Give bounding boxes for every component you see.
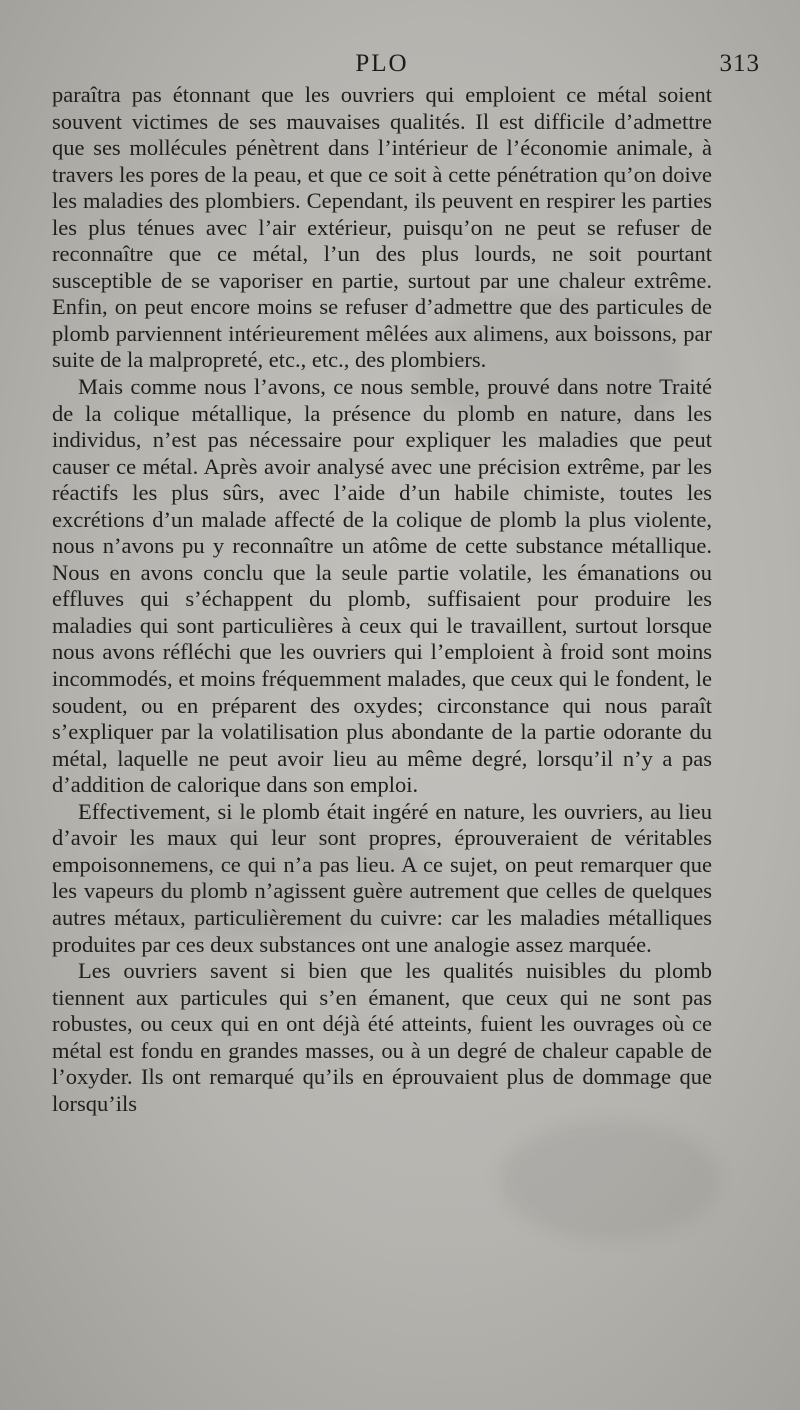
page-header [52,50,760,84]
paper-stain [500,1120,720,1240]
paragraph-continuation: paraîtra pas étonnant que les ouvriers qui emploient ce métal soient souvent victimes de ses mauvaises qualités. Il est difficile d’admettre que ses mollécules pénètrent dans l’intérieur de l’économie animale, à travers les pores de la peau, et que ce soit à cette pénétration qu’on doive les maladies des plombiers. Cependant, ils peuvent en respirer les parties les plus ténues avec l’air extérieur, puisqu’on ne peut se refuser de reconnaître que ce métal, l’un des plus lourds, ne soit pourtant susceptible de se vaporiser en partie, surtout par une chaleur extrême. Enfin, on peut encore moins se refuser d’admettre que des particules de plomb parviennent intérieurement mêlées aux alimens, aux boissons, par suite de la malpropreté, etc., etc., des plombiers. [52,82,712,373]
page-number: 313 [719,50,760,77]
running-head: PLO [355,50,409,77]
paragraph: Mais comme nous l’avons, ce nous semble, prouvé dans notre Traité de la colique métallique, la présence du plomb en nature, dans les individus, n’est pas nécessaire pour expliquer les maladies que peut causer ce métal. Après avoir analysé avec une précision extrême, par les réactifs les plus sûrs, avec l’aide d’un habile chimiste, toutes les excrétions d’un malade affecté de la colique de plomb la plus violente, nous n’avons pu y reconnaître un atôme de cette substance métallique. Nous en avons conclu que la seule partie volatile, les émanations ou effluves qui s’échappent du plomb, suffisaient pour produire les maladies qui sont particulières à ceux qui le travaillent, surtout lorsque nous avons réfléchi que les ouvriers qui l’emploient à froid sont moins incommodés, et moins fréquemment malades, que ceux qui le fondent, le soudent, ou en préparent des oxydes; circonstance qui nous paraît s’expliquer par la volatilisation plus abondante de la partie odorante du métal, laquelle ne peut avoir lieu au même degré, lorsqu’il n’y a pas d’addition de calorique dans son emploi. [52,374,712,798]
paragraph: Les ouvriers savent si bien que les qualités nuisibles du plomb tiennent aux particules qui s’en émanent, que ceux qui ne sont pas robustes, ou ceux qui en ont déjà été atteints, fuient les ouvrages où ce métal est fondu en grandes masses, ou à un degré de chaleur capable de l’oxyder. Ils ont remarqué qu’ils en éprouvaient plus de dommage que lorsqu’ils [52,958,712,1116]
body-text [52,82,712,1117]
paragraph: Effectivement, si le plomb était ingéré en nature, les ouvriers, au lieu d’avoir les maux qui leur sont propres, éprouveraient de véritables empoisonnemens, ce qui n’a pas lieu. A ce sujet, on peut remarquer que les vapeurs du plomb n’agissent guère autrement que celles de quelques autres métaux, particulièrement du cuivre: car les maladies métalliques produites par ces deux substances ont une analogie assez marquée. [52,798,712,957]
